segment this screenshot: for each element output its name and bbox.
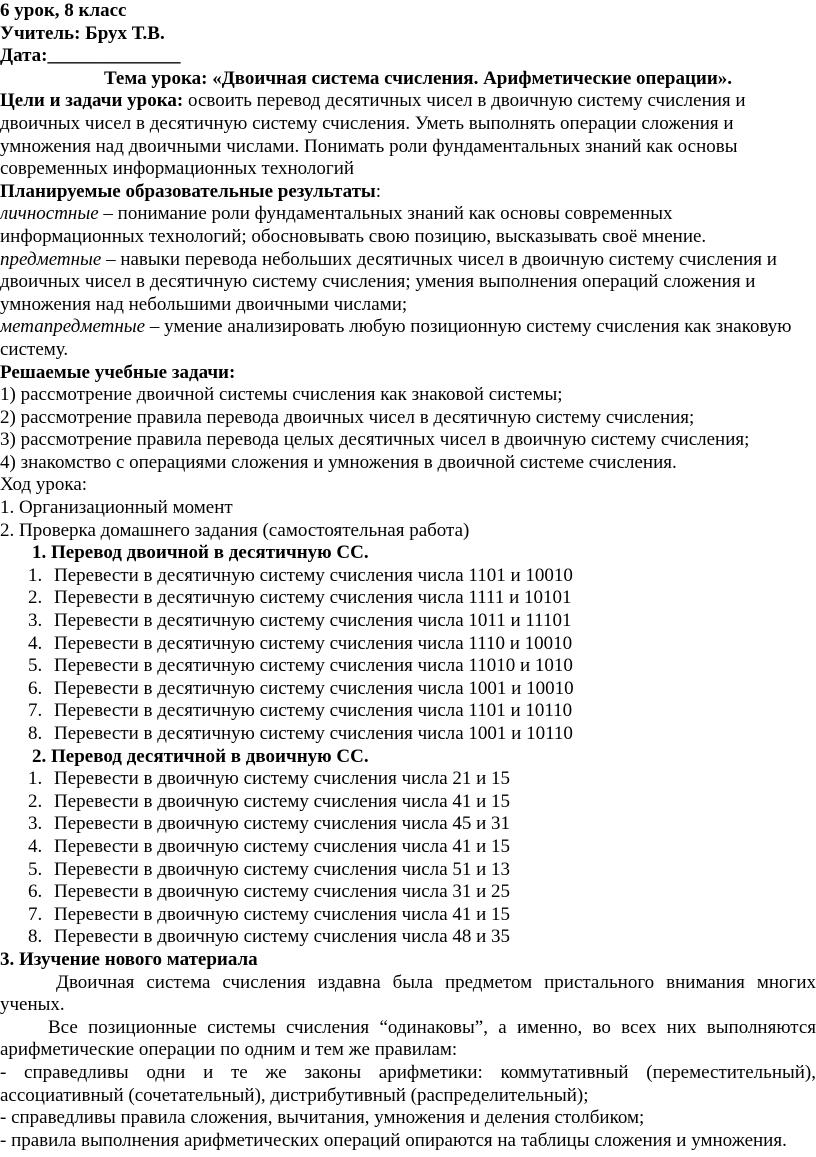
teacher-line: Учитель: Брух Т.В. xyxy=(0,22,165,44)
list-item xyxy=(0,926,816,949)
list-number: 7. xyxy=(28,903,43,925)
lesson-line: 6 урок, 8 класс xyxy=(0,0,127,21)
list-text: Перевести в двоичную систему счисления числа 51 и 13 xyxy=(54,858,511,880)
section3-paragraph-2: Все позиционные системы счисления “одинаковы”, а именно, во всех них выполняются арифметические операции по одним и тем же правилам: xyxy=(0,1016,816,1061)
list-text: Перевести в двоичную систему счисления числа 41 и 15 xyxy=(54,790,511,812)
meta-text: – умение анализировать любую позиционную систему счисления как знаковую систему. xyxy=(0,316,792,360)
list-text: Перевести в десятичную систему счисления числа 1011 и 11101 xyxy=(54,610,572,632)
section3-paragraph-1: Двоичная система счисления издавна была предметом пристального внимания многих ученых. xyxy=(0,971,816,1016)
list-number: 3. xyxy=(28,610,43,632)
list-text: Перевести в десятичную систему счисления числа 1001 и 10010 xyxy=(54,677,574,699)
section3-bullet: - справедливы одни и те же законы арифметики: коммутативный (переместительный), ассоциативный (сочетательный), дистрибутивный (распределительный); xyxy=(0,1061,816,1106)
list-number: 5. xyxy=(28,655,43,677)
section3-bullet: - справедливы правила сложения, вычитания, умножения и деления столбиком; xyxy=(0,1107,645,1129)
list-item xyxy=(0,610,816,633)
list-item xyxy=(0,881,816,904)
section1-list xyxy=(0,565,816,746)
subject-results xyxy=(0,249,816,317)
list-text: Перевести в двоичную систему счисления числа 41 и 15 xyxy=(54,835,511,857)
list-text: Перевести в двоичную систему счисления числа 31 и 25 xyxy=(54,881,511,903)
list-item xyxy=(0,836,816,859)
subject-text: – навыки перевода небольших десятичных чисел в двоичную систему счисления и двоичных чисел в десятичную систему счисления; умения выполнения операций сложения и умножения над небольшими двоичными числами; xyxy=(0,248,777,315)
list-text: Перевести в десятичную систему счисления числа 1001 и 10110 xyxy=(54,723,573,744)
results-heading-line xyxy=(0,181,816,204)
topic-label: Тема урока: xyxy=(103,67,213,89)
list-number: 6. xyxy=(28,881,43,903)
list-item xyxy=(0,565,816,588)
list-item xyxy=(0,904,816,927)
list-number: 1. xyxy=(28,564,43,586)
list-number: 4. xyxy=(28,632,43,654)
task-item: 2) рассмотрение правила перевода двоичных чисел в десятичную систему счисления; xyxy=(0,406,695,428)
goals-text: освоить перевод десятичных чисел в двоичную систему счисления и двоичных чисел в десятичную систему счисления. Уметь выполнять операции сложения и умножения над двоичными числами. Понимать роли фундаментальных знаний как основы современных информационных технологий xyxy=(0,90,746,180)
list-number: 2. xyxy=(28,790,43,812)
section1-heading: 1. Перевод двоичной в десятичную СС. xyxy=(32,542,369,564)
personal-label: личностные xyxy=(0,203,99,225)
list-item xyxy=(0,791,816,814)
list-text: Перевести в десятичную систему счисления числа 1111 и 10101 xyxy=(54,587,572,609)
list-text: Перевести в десятичную систему счисления числа 11010 и 1010 xyxy=(54,655,573,677)
topic-value: «Двоичная система счисления. Арифметические операции». xyxy=(212,67,733,89)
list-item xyxy=(0,587,816,610)
course-heading: Ход урока: xyxy=(0,474,88,496)
list-text: Перевести в десятичную систему счисления числа 1110 и 10010 xyxy=(54,632,573,654)
subject-label: предметные xyxy=(0,248,102,270)
tasks-heading: Решаемые учебные задачи: xyxy=(0,361,236,383)
list-item xyxy=(0,700,816,723)
list-number: 8. xyxy=(28,723,43,744)
section3-heading: 3. Изучение нового материала xyxy=(0,948,258,970)
meta-results xyxy=(0,316,816,361)
personal-results xyxy=(0,203,816,248)
list-item xyxy=(0,633,816,656)
list-item xyxy=(0,678,816,701)
goals-paragraph xyxy=(0,90,816,180)
list-item xyxy=(0,655,816,678)
list-number: 5. xyxy=(28,858,43,880)
task-item: 4) знакомство с операциями сложения и умножения в двоичной системе счисления. xyxy=(0,451,677,473)
goals-label: Цели и задачи урока: xyxy=(0,90,184,112)
list-text: Перевести в десятичную систему счисления числа 1101 и 10010 xyxy=(54,564,573,586)
list-number: 8. xyxy=(28,926,43,948)
course-step-1: 1. Организационный момент xyxy=(0,497,233,519)
list-text: Перевести в десятичную систему счисления числа 1101 и 10110 xyxy=(54,700,573,722)
course-step-2: 2. Проверка домашнего задания (самостоятельная работа) xyxy=(0,519,470,541)
list-number: 4. xyxy=(28,835,43,857)
list-number: 1. xyxy=(28,768,43,790)
list-item xyxy=(0,768,816,791)
section2-list xyxy=(0,768,816,949)
list-item xyxy=(0,859,816,882)
results-colon: : xyxy=(375,180,382,202)
list-text: Перевести в двоичную систему счисления числа 48 и 35 xyxy=(54,926,511,948)
meta-label: метапредметные xyxy=(0,316,146,338)
task-item: 1) рассмотрение двоичной системы счисления как знаковой системы; xyxy=(0,384,563,406)
topic-line xyxy=(0,68,816,91)
section3-bullet: - правила выполнения арифметических операций опираются на таблицы сложения и умножения. xyxy=(0,1129,787,1151)
section2-heading: 2. Перевод десятичной в двоичную СС. xyxy=(32,745,369,767)
list-item xyxy=(0,813,816,836)
results-heading: Планируемые образовательные результаты xyxy=(0,180,376,202)
personal-text: – понимание роли фундаментальных знаний как основы современных информационных технологий; обосновывать свою позицию, высказывать своё мнение. xyxy=(0,203,707,247)
list-text: Перевести в двоичную систему счисления числа 41 и 15 xyxy=(54,903,511,925)
list-text: Перевести в двоичную систему счисления числа 45 и 31 xyxy=(54,813,511,835)
date-line: Дата:______________ xyxy=(0,45,181,67)
list-number: 7. xyxy=(28,700,43,722)
list-number: 6. xyxy=(28,677,43,699)
list-number: 3. xyxy=(28,813,43,835)
list-number: 2. xyxy=(28,587,43,609)
task-item: 3) рассмотрение правила перевода целых десятичных чисел в двоичную систему счисления; xyxy=(0,429,750,451)
list-item xyxy=(0,723,816,746)
list-text: Перевести в двоичную систему счисления числа 21 и 15 xyxy=(54,768,511,790)
